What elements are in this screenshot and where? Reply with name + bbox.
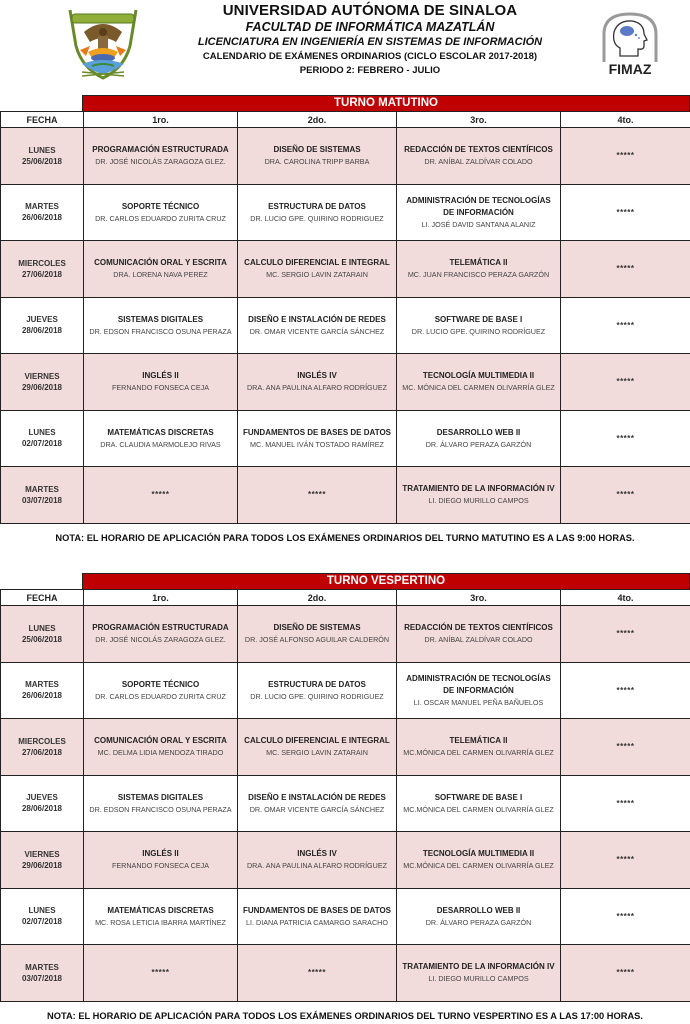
date-cell: MARTES 26/06/2018 bbox=[1, 184, 84, 241]
exam-cell-empty: ***** bbox=[561, 945, 690, 1002]
exam-cell: SISTEMAS DIGITALES DR. EDSON FRANCISCO OSUNA PERAZA bbox=[84, 775, 238, 832]
turno-vespertino-title: TURNO VESPERTINO bbox=[82, 573, 690, 590]
exam-cell: REDACCIÓN DE TEXTOS CIENTÍFICOS DR. ANÍBAL ZALDÍVAR COLADO bbox=[397, 128, 561, 185]
column-header-fecha: FECHA bbox=[1, 590, 84, 606]
exam-cell: ESTRUCTURA DE DATOS DR. LUCIO GPE. QUIRINO RODRIGUEZ bbox=[238, 184, 397, 241]
exam-cell: DESARROLLO WEB II DR. ÁLVARO PERAZA GARZÓN bbox=[397, 410, 561, 467]
date-cell: MARTES 03/07/2018 bbox=[1, 945, 84, 1002]
exam-cell-empty: ***** bbox=[561, 297, 690, 354]
exam-cell: TELEMÁTICA II MC.MÓNICA DEL CARMEN OLIVARRÍA GLEZ bbox=[397, 719, 561, 776]
turno-matutino-title: TURNO MATUTINO bbox=[82, 95, 690, 112]
exam-cell: DISEÑO DE SISTEMAS DRA. CAROLINA TRIPP BARBA bbox=[238, 128, 397, 185]
table-row bbox=[1, 945, 690, 1002]
exam-cell: FUNDAMENTOS DE BASES DE DATOS LI. DIANA PATRICIA CAMARGO SARACHO bbox=[238, 888, 397, 945]
exam-cell-empty: ***** bbox=[238, 945, 397, 1002]
exam-cell: INGLÉS II FERNANDO FONSECA CEJA bbox=[84, 832, 238, 889]
document-header bbox=[0, 0, 690, 90]
table-row bbox=[1, 297, 690, 354]
exam-cell-empty: ***** bbox=[561, 606, 690, 663]
exam-cell: SOFTWARE DE BASE I MC.MÓNICA DEL CARMEN OLIVARRÍA GLEZ bbox=[397, 775, 561, 832]
uas-crest-logo-icon bbox=[62, 6, 144, 82]
exam-cell: PROGRAMACIÓN ESTRUCTURADA DR. JOSÉ NICOLÁS ZARAGOZA GLEZ. bbox=[84, 128, 238, 185]
calendar-title: CALENDARIO DE EXÁMENES ORDINARIOS (CICLO ESCOLAR 2017-2018) bbox=[202, 51, 538, 62]
table-row bbox=[1, 184, 690, 241]
column-header-2do: 2do. bbox=[238, 112, 397, 128]
date-cell: LUNES 02/07/2018 bbox=[1, 888, 84, 945]
university-title: UNIVERSIDAD AUTÓNOMA DE SINALOA bbox=[222, 2, 518, 19]
exam-cell-empty: ***** bbox=[561, 719, 690, 776]
exam-cell: ADMINISTRACIÓN DE TECNOLOGÍAS DE INFORMACIÓN LI. JOSÉ DAVID SANTANA ALANIZ bbox=[397, 184, 561, 241]
exam-cell: COMUNICACIÓN ORAL Y ESCRITA MC. DELMA LIDIA MENDOZA TIRADO bbox=[84, 719, 238, 776]
exam-cell: DISEÑO E INSTALACIÓN DE REDES DR. OMAR VICENTE GARCÍA SÁNCHEZ bbox=[238, 775, 397, 832]
exam-cell: DISEÑO DE SISTEMAS DR. JOSÉ ALFONSO AGUILAR CALDERÓN bbox=[238, 606, 397, 663]
exam-cell: SOPORTE TÉCNICO DR. CARLOS EDUARDO ZURITA CRUZ bbox=[84, 184, 238, 241]
degree-title: LICENCIATURA EN INGENIERÍA EN SISTEMAS DE INFORMACIÓN bbox=[197, 36, 543, 48]
date-cell: JUEVES 28/06/2018 bbox=[1, 297, 84, 354]
column-header-1ro: 1ro. bbox=[84, 590, 238, 606]
exam-cell-empty: ***** bbox=[84, 945, 238, 1002]
table-row bbox=[1, 662, 690, 719]
date-cell: JUEVES 28/06/2018 bbox=[1, 775, 84, 832]
date-cell: MIERCOLES 27/06/2018 bbox=[1, 241, 84, 298]
column-header-fecha: FECHA bbox=[1, 112, 84, 128]
date-cell: MIERCOLES 27/06/2018 bbox=[1, 719, 84, 776]
exam-cell-empty: ***** bbox=[561, 662, 690, 719]
exam-cell-empty: ***** bbox=[561, 241, 690, 298]
exam-cell: MATEMÁTICAS DISCRETAS MC. ROSA LETICIA IBARRA MARTÍNEZ bbox=[84, 888, 238, 945]
exam-cell: COMUNICACIÓN ORAL Y ESCRITA DRA. LORENA NAVA PEREZ bbox=[84, 241, 238, 298]
fimaz-logo-icon bbox=[598, 12, 662, 78]
exam-cell-empty: ***** bbox=[561, 467, 690, 524]
exam-cell: TECNOLOGÍA MULTIMEDIA II MC. MÓNICA DEL CARMEN OLIVARRÍA GLEZ bbox=[397, 354, 561, 411]
exam-cell: DISEÑO E INSTALACIÓN DE REDES DR. OMAR VICENTE GARCÍA SÁNCHEZ bbox=[238, 297, 397, 354]
table-row bbox=[1, 888, 690, 945]
exam-cell: SISTEMAS DIGITALES DR. EDSON FRANCISCO OSUNA PERAZA bbox=[84, 297, 238, 354]
exam-cell: SOPORTE TÉCNICO DR. CARLOS EDUARDO ZURITA CRUZ bbox=[84, 662, 238, 719]
exam-cell: DESARROLLO WEB II DR. ÁLVARO PERAZA GARZÓN bbox=[397, 888, 561, 945]
exam-cell: ADMINISTRACIÓN DE TECNOLOGÍAS DE INFORMACIÓN LI. OSCAR MANUEL PEÑA BAÑUELOS bbox=[397, 662, 561, 719]
exam-cell-empty: ***** bbox=[561, 832, 690, 889]
exam-cell-empty: ***** bbox=[561, 184, 690, 241]
table-row bbox=[1, 775, 690, 832]
date-cell: LUNES 25/06/2018 bbox=[1, 128, 84, 185]
table-row bbox=[1, 128, 690, 185]
vespertino-rows bbox=[1, 606, 690, 1002]
exam-cell: TRATAMIENTO DE LA INFORMACIÓN IV LI. DIEGO MURILLO CAMPOS bbox=[397, 467, 561, 524]
date-cell: LUNES 25/06/2018 bbox=[1, 606, 84, 663]
exam-cell: TECNOLOGÍA MULTIMEDIA II MC.MÓNICA DEL CARMEN OLIVARRÍA GLEZ bbox=[397, 832, 561, 889]
column-header-1ro: 1ro. bbox=[84, 112, 238, 128]
faculty-title: FACULTAD DE INFORMÁTICA MAZATLÁN bbox=[245, 20, 495, 34]
matutino-note: NOTA: EL HORARIO DE APLICACIÓN PARA TODOS LOS EXÁMENES ORDINARIOS DEL TURNO MATUTINO ES A LAS 9:00 HORAS. bbox=[55, 533, 635, 543]
table-row bbox=[1, 410, 690, 467]
exam-cell: FUNDAMENTOS DE BASES DE DATOS MC. MANUEL IVÁN TOSTADO RAMÍREZ bbox=[238, 410, 397, 467]
date-cell: MARTES 03/07/2018 bbox=[1, 467, 84, 524]
date-cell: VIERNES 29/06/2018 bbox=[1, 354, 84, 411]
vespertino-schedule-table bbox=[0, 589, 690, 1002]
exam-cell: MATEMÁTICAS DISCRETAS DRA. CLAUDIA MARMOLEJO RIVAS bbox=[84, 410, 238, 467]
table-row bbox=[1, 241, 690, 298]
exam-cell-empty: ***** bbox=[561, 410, 690, 467]
table-row bbox=[1, 832, 690, 889]
exam-cell: INGLÉS II FERNANDO FONSECA CEJA bbox=[84, 354, 238, 411]
exam-cell: TELEMÁTICA II MC. JUAN FRANCISCO PERAZA GARZÓN bbox=[397, 241, 561, 298]
column-header-3ro: 3ro. bbox=[397, 590, 561, 606]
vespertino-note: NOTA: EL HORARIO DE APLICACIÓN PARA TODOS LOS EXÁMENES ORDINARIOS DEL TURNO VESPERTINO ES A LAS 17:00 HORAS. bbox=[47, 1011, 643, 1021]
matutino-schedule-table bbox=[0, 111, 690, 524]
exam-cell-empty: ***** bbox=[561, 128, 690, 185]
exam-cell: CALCULO DIFERENCIAL E INTEGRAL MC. SERGIO LAVIN ZATARAIN bbox=[238, 241, 397, 298]
column-header-2do: 2do. bbox=[238, 590, 397, 606]
exam-cell-empty: ***** bbox=[561, 888, 690, 945]
period-title: PERIODO 2: FEBRERO - JULIO bbox=[299, 65, 441, 76]
exam-cell-empty: ***** bbox=[238, 467, 397, 524]
exam-cell: PROGRAMACIÓN ESTRUCTURADA DR. JOSÉ NICOLÁS ZARAGOZA GLEZ. bbox=[84, 606, 238, 663]
exam-cell: INGLÉS IV DRA. ANA PAULINA ALFARO RODRÍGUEZ bbox=[238, 832, 397, 889]
exam-cell-empty: ***** bbox=[561, 354, 690, 411]
exam-cell: ESTRUCTURA DE DATOS DR. LUCIO GPE. QUIRINO RODRIGUEZ bbox=[238, 662, 397, 719]
matutino-rows bbox=[1, 128, 690, 524]
column-header-4to: 4to. bbox=[561, 112, 690, 128]
exam-cell: REDACCIÓN DE TEXTOS CIENTÍFICOS DR. ANÍBAL ZALDÍVAR COLADO bbox=[397, 606, 561, 663]
table-header-row bbox=[1, 112, 690, 128]
table-row bbox=[1, 606, 690, 663]
table-row bbox=[1, 467, 690, 524]
svg-text:FIMAZ: FIMAZ bbox=[608, 61, 652, 77]
exam-cell: INGLÉS IV DRA. ANA PAULINA ALFARO RODRÍGUEZ bbox=[238, 354, 397, 411]
exam-cell: CALCULO DIFERENCIAL E INTEGRAL MC. SERGIO LAVIN ZATARAIN bbox=[238, 719, 397, 776]
column-header-3ro: 3ro. bbox=[397, 112, 561, 128]
table-row bbox=[1, 719, 690, 776]
exam-cell-empty: ***** bbox=[561, 775, 690, 832]
date-cell: MARTES 26/06/2018 bbox=[1, 662, 84, 719]
exam-cell-empty: ***** bbox=[84, 467, 238, 524]
date-cell: VIERNES 29/06/2018 bbox=[1, 832, 84, 889]
exam-cell: SOFTWARE DE BASE I DR. LUCIO GPE. QUIRINO RODRÍGUEZ bbox=[397, 297, 561, 354]
table-header-row bbox=[1, 590, 690, 606]
exam-cell: TRATAMIENTO DE LA INFORMACIÓN IV LI. DIEGO MURILLO CAMPOS bbox=[397, 945, 561, 1002]
date-cell: LUNES 02/07/2018 bbox=[1, 410, 84, 467]
table-row bbox=[1, 354, 690, 411]
column-header-4to: 4to. bbox=[561, 590, 690, 606]
header-titles bbox=[150, 0, 590, 78]
